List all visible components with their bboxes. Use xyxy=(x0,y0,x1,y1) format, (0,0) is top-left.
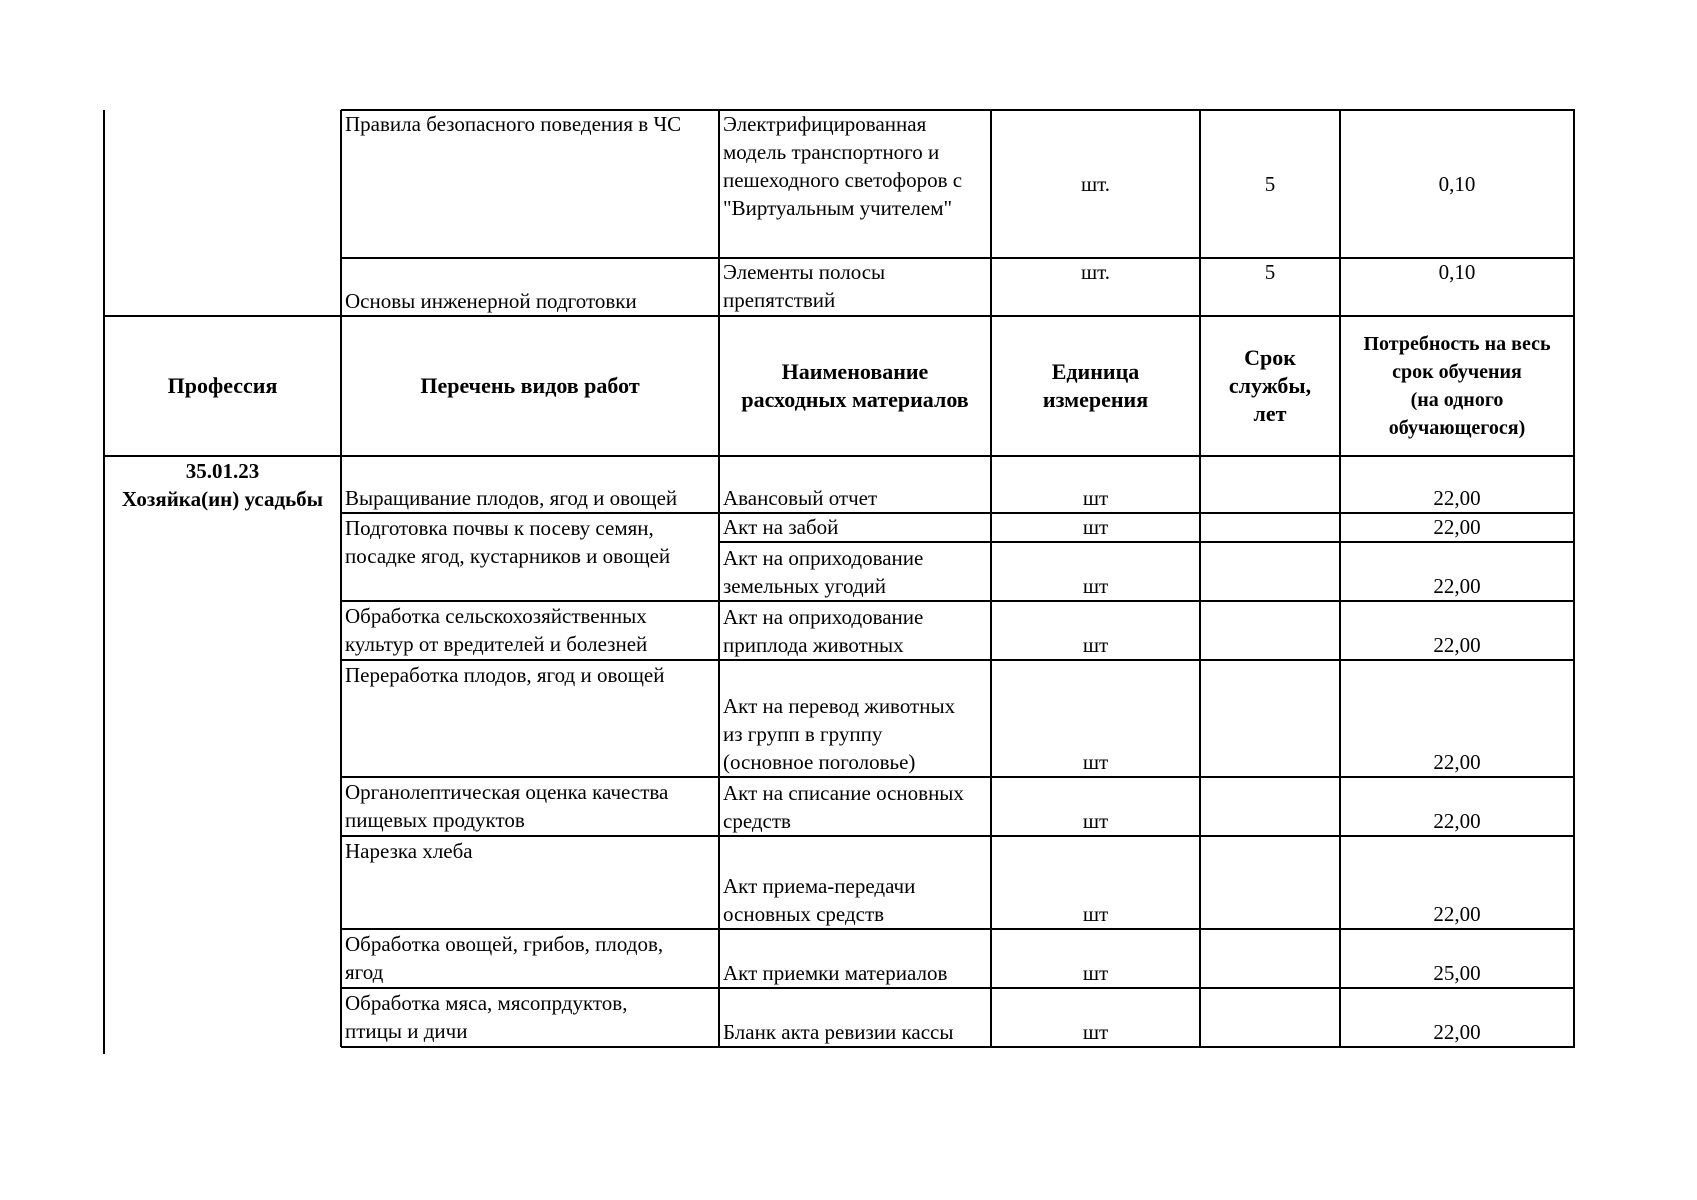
need-cell: 0,10 xyxy=(1438,172,1476,196)
material-cell xyxy=(719,258,991,314)
profession-name: Хозяйка(ин) усадьбы xyxy=(121,487,324,511)
work-cell: Основы инженерной подготовки xyxy=(345,289,637,313)
need-cell: 22,00 xyxy=(1433,809,1481,833)
work-cell-line: Обработка овощей, грибов, плодов, xyxy=(345,932,664,956)
header-unit-line: измерения xyxy=(1042,387,1149,412)
work-cell: Правила безопасного поведения в ЧС xyxy=(345,112,682,136)
material-cell xyxy=(719,1018,991,1046)
work-cell xyxy=(341,661,719,689)
header-need-line: обучающегося) xyxy=(1388,417,1526,439)
header-material-line: расходных материалов xyxy=(741,387,969,412)
unit-cell: шт xyxy=(1082,633,1109,657)
unit-cell: шт. xyxy=(1080,260,1111,284)
unit-cell: шт. xyxy=(1080,172,1111,196)
work-cell xyxy=(341,778,719,834)
service-cell xyxy=(1200,513,1340,541)
material-cell-line: Акт приемки материалов xyxy=(723,961,948,985)
material-cell-line: модель транспортного и xyxy=(723,140,940,164)
work-cell-line: культур от вредителей и болезней xyxy=(345,632,648,656)
material-cell-line: Акт приема-передачи xyxy=(723,874,916,898)
service-cell: 5 xyxy=(1264,260,1276,284)
need-cell: 0,10 xyxy=(1438,260,1476,284)
material-cell xyxy=(719,779,991,835)
service-cell xyxy=(1200,572,1340,600)
header-need xyxy=(1340,316,1574,456)
header-material-line: Наименование xyxy=(781,359,929,384)
material-cell-line: Акт на забой xyxy=(723,515,839,539)
work-cell xyxy=(341,989,719,1045)
unit-cell: шт xyxy=(1082,486,1109,510)
material-cell-line: земельных угодий xyxy=(723,574,887,598)
material-cell-line: средств xyxy=(723,809,791,833)
material-cell-line: Элементы полосы xyxy=(723,260,886,284)
service-cell: 5 xyxy=(1264,172,1276,196)
material-cell xyxy=(719,110,991,222)
work-cell xyxy=(341,514,719,570)
work-cell xyxy=(341,602,719,658)
work-cell-line: Нарезка хлеба xyxy=(345,839,473,863)
material-cell-line: Акт на оприходование xyxy=(723,605,924,629)
profession-code: 35.01.23 xyxy=(185,459,260,483)
material-cell xyxy=(719,872,991,928)
work-cell-line: птицы и дичи xyxy=(345,1019,468,1043)
need-cell: 25,00 xyxy=(1433,961,1481,985)
header-works: Перечень видов работ xyxy=(420,373,640,398)
service-cell xyxy=(1200,484,1340,512)
work-cell-line: посадке ягод, кустарников и овощей xyxy=(345,544,671,568)
work-cell xyxy=(341,484,719,512)
material-cell xyxy=(719,544,991,600)
unit-cell: шт xyxy=(1082,750,1109,774)
work-cell xyxy=(341,837,719,865)
work-cell xyxy=(341,930,719,986)
material-cell-line: Бланк акта ревизии кассы xyxy=(723,1020,954,1044)
material-cell-line: из групп в группу xyxy=(723,722,883,746)
material-cell xyxy=(719,959,991,987)
work-cell-line: Обработка мяса, мясопрдуктов, xyxy=(345,991,628,1015)
need-cell: 22,00 xyxy=(1433,902,1481,926)
work-cell-line: ягод xyxy=(345,960,384,984)
header-need-line: Потребность на весь xyxy=(1363,333,1551,355)
material-cell-line: Электрифицированная xyxy=(723,112,927,136)
header-unit-line: Единица xyxy=(1051,359,1140,384)
work-cell-line: Обработка сельскохозяйственных xyxy=(345,604,647,628)
work-cell-line: Выращивание плодов, ягод и овощей xyxy=(345,486,678,510)
unit-cell: шт xyxy=(1082,961,1109,985)
header-service xyxy=(1200,316,1340,456)
header-material xyxy=(719,316,991,456)
service-cell xyxy=(1200,631,1340,659)
material-cell-line: Акт на перевод животных xyxy=(723,694,956,718)
header-unit xyxy=(991,316,1200,456)
need-cell: 22,00 xyxy=(1433,515,1481,539)
header-service-line: лет xyxy=(1253,401,1287,426)
work-cell-line: Переработка плодов, ягод и овощей xyxy=(345,663,665,687)
unit-cell: шт xyxy=(1082,902,1109,926)
header-profession: Профессия xyxy=(167,373,278,398)
service-cell xyxy=(1200,900,1340,928)
unit-cell: шт xyxy=(1082,515,1109,539)
work-cell-line: Органолептическая оценка качества xyxy=(345,780,669,804)
unit-cell: шт xyxy=(1082,574,1109,598)
need-cell: 22,00 xyxy=(1433,633,1481,657)
material-cell-line: препятствий xyxy=(723,288,836,312)
material-cell-line: Авансовый отчет xyxy=(723,486,878,510)
service-cell xyxy=(1200,807,1340,835)
material-cell-line: Акт на списание основных xyxy=(723,781,964,805)
need-cell: 22,00 xyxy=(1433,1020,1481,1044)
work-cell-line: пищевых продуктов xyxy=(345,808,525,832)
header-service-line: службы, xyxy=(1228,373,1312,398)
material-cell-line: основных средств xyxy=(723,902,885,926)
material-cell-line: приплода животных xyxy=(723,633,904,657)
material-cell xyxy=(719,484,991,512)
unit-cell: шт xyxy=(1082,1020,1109,1044)
material-cell-line: Акт на оприходование xyxy=(723,546,924,570)
material-cell xyxy=(719,692,991,776)
need-cell: 22,00 xyxy=(1433,574,1481,598)
service-cell xyxy=(1200,748,1340,776)
material-cell-line: пешеходного светофоров с xyxy=(723,168,963,192)
material-cell xyxy=(719,603,991,659)
service-cell xyxy=(1200,1018,1340,1046)
need-cell: 22,00 xyxy=(1433,486,1481,510)
unit-cell: шт xyxy=(1082,809,1109,833)
header-service-line: Срок xyxy=(1244,345,1296,370)
header-need-line: срок обучения xyxy=(1392,361,1522,383)
material-cell-line: (основное поголовье) xyxy=(723,750,916,774)
need-cell: 22,00 xyxy=(1433,750,1481,774)
material-cell xyxy=(719,513,991,541)
material-cell-line: "Виртуальным учителем" xyxy=(723,196,953,220)
header-need-line: (на одного xyxy=(1410,389,1504,411)
work-cell-line: Подготовка почвы к посеву семян, xyxy=(345,516,654,540)
service-cell xyxy=(1200,959,1340,987)
